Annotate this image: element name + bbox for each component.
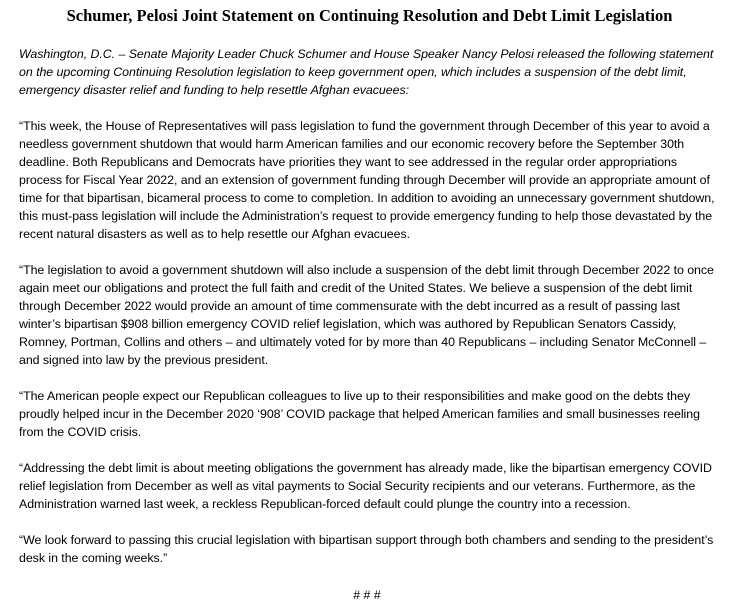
statement-paragraph-4: “Addressing the debt limit is about meeting obligations the government has already made, like the bipartisan emergency COVID relief legislation from December as well as vital payments to Social Security recipients and our veterans. Furthermore, as the Administration warned last week, a reckless Republican-forced default could plunge the country into a recession. bbox=[19, 461, 712, 511]
document-title: Schumer, Pelosi Joint Statement on Continuing Resolution and Debt Limit Legislation bbox=[66, 6, 673, 25]
statement-paragraph-3: “The American people expect our Republican colleagues to live up to their responsibilities and make good on the debts they proudly helped incur in the December 2020 ‘908’ COVID package that helped American families and small businesses reeling from the COVID crisis. bbox=[19, 389, 700, 439]
end-mark: # # # bbox=[353, 588, 381, 602]
intro-paragraph: Washington, D.C. – Senate Majority Leader Chuck Schumer and House Speaker Nancy Pelosi released the following statement on the upcoming Continuing Resolution legislation to keep government open, which includes a suspension of the debt limit, emergency disaster relief and funding to help resettle Afghan evacuees: bbox=[19, 47, 714, 97]
statement-paragraph-5: “We look forward to passing this crucial legislation with bipartisan support through both chambers and sending to the president’s desk in the coming weeks.” bbox=[19, 533, 714, 565]
statement-paragraph-1: “This week, the House of Representatives will pass legislation to fund the government through December of this year to avoid a needless government shutdown that would harm American families and our economic recovery before the September 30th deadline. Both Republicans and Democrats have priorities they want to see addressed in the regular order appropriations process for Fiscal Year 2022, and an extension of government funding through December will provide an appropriate amount of time for that bipartisan, bicameral process to come to completion. In addition to avoiding an unnecessary government shutdown, this must-pass legislation will include the Administration’s request to provide emergency funding to help those devastated by the recent natural disasters as well as to help resettle our Afghan evacuees. bbox=[19, 119, 715, 241]
statement-paragraph-2: “The legislation to avoid a government shutdown will also include a suspension of the debt limit through December 2022 to once again meet our obligations and protect the full faith and credit of the United States. We believe a suspension of the debt limit through December 2022 would provide an amount of time commensurate with the debt incurred as a result of passing last winter’s bipartisan $908 billion emergency COVID relief legislation, which was authored by Republican Senators Cassidy, Romney, Portman, Collins and others – and ultimately voted for by more than 40 Republicans – including Senator McConnell – and signed into law by the previous president. bbox=[19, 263, 714, 367]
